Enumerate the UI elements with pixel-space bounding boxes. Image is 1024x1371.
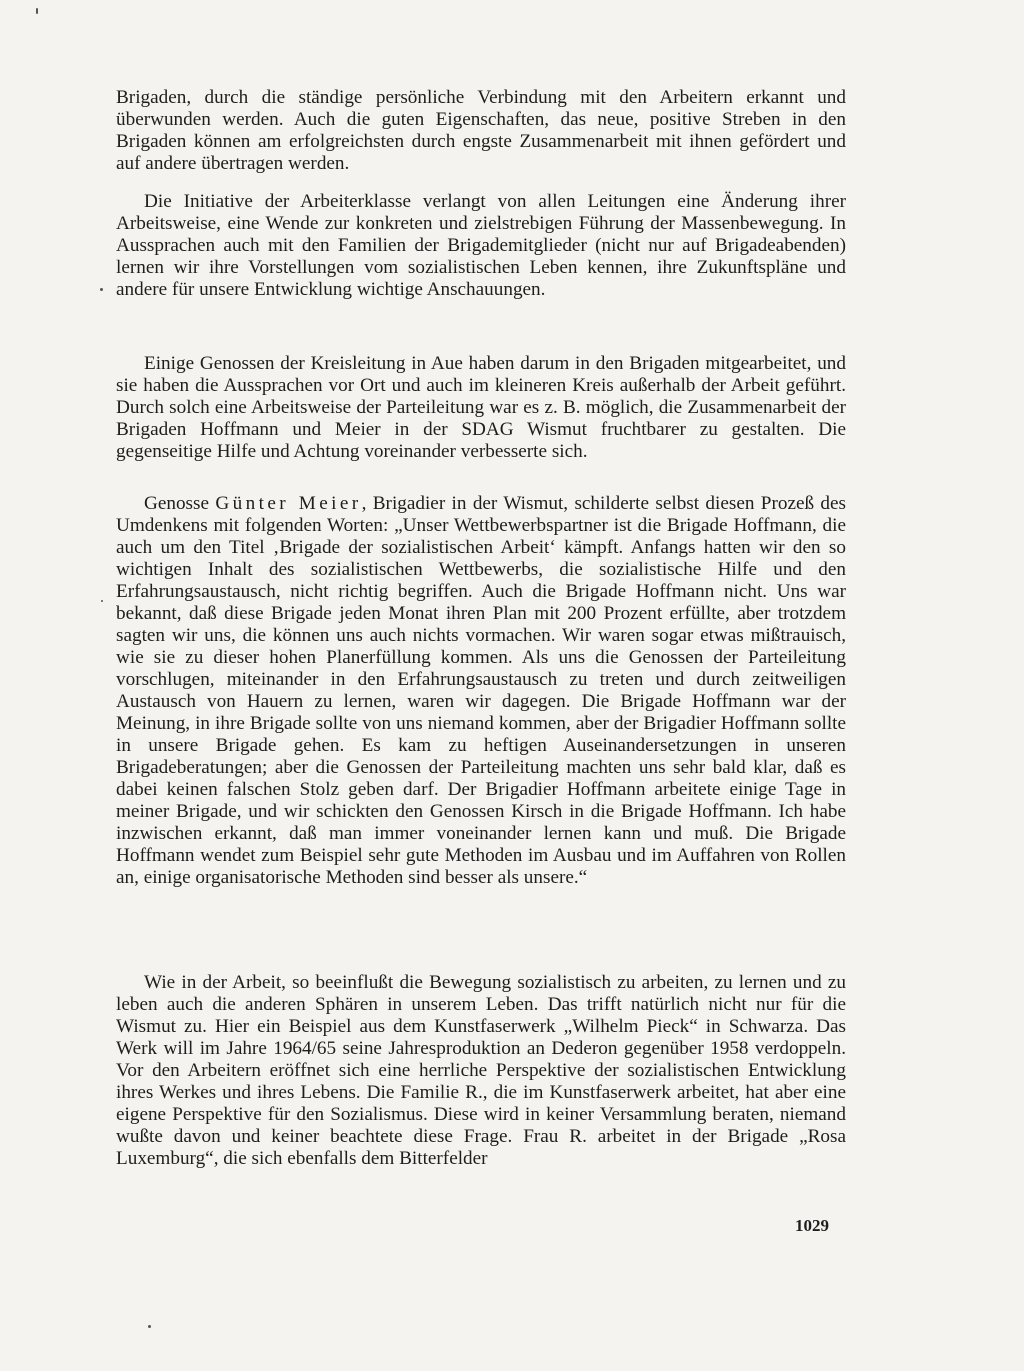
scan-speck: [101, 600, 103, 602]
paragraph-5: [116, 972, 846, 1170]
paragraph-2: [116, 191, 846, 301]
paragraph-4-lead: Genosse: [144, 493, 216, 514]
paragraph-3: [116, 353, 846, 463]
paragraph-4-text: [116, 493, 846, 889]
paragraph-1: [116, 87, 846, 175]
paragraph-4: [116, 493, 846, 889]
paragraph-4-body: , Brigadier in der Wismut, schilderte selbst diesen Prozeß des Umdenkens mit folgenden Worten: „Unser Wettbewerbspartner ist die Brigade Hoffmann, die auch um den Titel ‚Brigade der sozialistischen Arbeit‘ kämpft. Anfangs hatten wir den so wichtigen Inhalt des sozialistischen Wettbewerbs, die sozialistische Hilfe und den Erfahrungsaustausch, nicht richtig begriffen. Auch die Brigade Hoffmann nicht. Uns war bekannt, daß diese Brigade jeden Monat ihren Plan mit 200 Prozent erfüllte, aber trotzdem sagten wir uns, die können uns auch nichts vormachen. Wir waren sogar etwas mißtrauisch, wie sie zu dieser hohen Planerfüllung kommen. Als uns die Genossen der Parteileitung vorschlugen, miteinander in den Erfahrungsaustausch zu treten und durch zeitweiligen Austausch von Hauern zu lernen, waren wir dagegen. Die Brigade Hoffmann war der Meinung, in ihre Brigade sollte von uns niemand kommen, aber der Brigadier Hoffmann sollte in unsere Brigade gehen. Es kam zu heftigen Auseinandersetzungen in unseren Brigadeberatungen; aber die Genossen der Parteileitung machten uns sehr bald klar, daß es dabei keinen falschen Stolz geben darf. Der Brigadier Hoffmann arbeitete einige Tage in meiner Brigade, und wir schickten den Genossen Kirsch in die Brigade Hoffmann. Ich habe inzwischen erkannt, daß man immer voneinander lernen kann und muß. Die Brigade Hoffmann wendet zum Beispiel sehr gute Methoden im Ausbau und im Auffahren von Rollen an, einige organisatorische Methoden sind besser als unsere.“: [116, 493, 846, 888]
paragraph-5-text: Wie in der Arbeit, so beeinflußt die Bewegung sozialistisch zu arbeiten, zu lernen und zu leben auch die anderen Sphären in unserem Leben. Das trifft natürlich nicht nur für die Wismut zu. Hier ein Beispiel aus dem Kunstfaserwerk „Wilhelm Pieck“ in Schwarza. Das Werk will im Jahre 1964/65 seine Jahresproduktion an Dederon gegenüber 1958 verdoppeln. Vor den Arbeitern eröffnet sich eine herrliche Perspektive der sozialistischen Entwicklung ihres Werkes und ihres Lebens. Die Familie R., die im Kunstfaserwerk arbeitet, hat aber eine eigene Perspektive für den Sozialismus. Diese wird in keiner Versammlung beraten, niemand wußte davon und keiner beachtete diese Frage. Frau R. arbeitet in der Brigade „Rosa Luxemburg“, die sich ebenfalls dem Bitterfelder: [116, 972, 846, 1169]
scan-speck: [100, 288, 103, 291]
paragraph-1-text: Brigaden, durch die ständige persönliche Verbindung mit den Arbeitern erkannt und überwunden werden. Auch die guten Eigenschaften, das neue, positive Streben in den Brigaden können am erfolgreichsten durch engste Zusammenarbeit mit ihnen gefördert und auf andere übertragen werden.: [116, 87, 846, 174]
paragraph-2-text: Die Initiative der Arbeiterklasse verlangt von allen Leitungen eine Änderung ihrer Arbeitsweise, eine Wende zur konkreten und zielstrebigen Führung der Massenbewegung. In Aussprachen auch mit den Familien der Brigademitglieder (nicht nur auf Brigadeabenden) lernen wir ihre Vorstellungen vom sozialistischen Leben kennen, ihre Zukunftspläne und andere für unsere Entwicklung wichtige Anschauungen.: [116, 191, 846, 300]
page-number: 1029: [795, 1216, 829, 1235]
scan-speck: [148, 1325, 151, 1328]
spaced-person-name: Günter Meier: [215, 493, 362, 514]
paragraph-3-text: Einige Genossen der Kreisleitung in Aue haben darum in den Brigaden mitgearbeitet, und sie haben die Aussprachen vor Ort und auch im kleineren Kreis außerhalb der Arbeit geführt. Durch solch eine Arbeitsweise der Parteileitung war es z. B. möglich, die Zusammenarbeit der Brigaden Hoffmann und Meier in der SDAG Wismut fruchtbarer zu gestalten. Die gegenseitige Hilfe und Achtung voreinander verbesserte sich.: [116, 353, 846, 462]
scan-speck: [36, 8, 38, 14]
